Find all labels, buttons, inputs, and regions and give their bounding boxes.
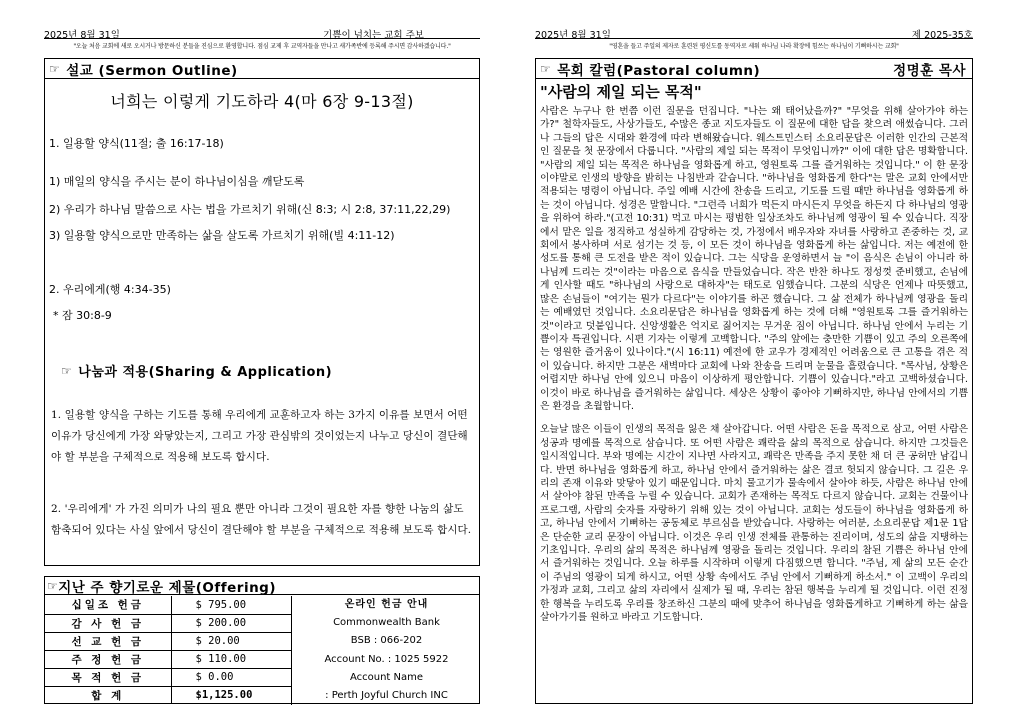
right-date: 2025년 8월 31일 bbox=[535, 30, 611, 41]
offering-amount: $ 795.00 bbox=[171, 596, 291, 614]
offering-amount: $ 110.00 bbox=[171, 650, 291, 668]
offering-row bbox=[45, 632, 291, 650]
account-name: : Perth Joyful Church INC bbox=[325, 689, 448, 701]
column-paragraph-1: 사람은 누구나 한 번쯤 이런 질문을 던집니다. "나는 왜 태어났을까?" "무엇을 위해 살아가야 하는가?" 철학자들도, 사상가들도, 수많은 종교 지도자들도 이 질문에 대한 답을 찾으려 애썼습니다. 그러나 그들의 답은 시대와 환경에 따라 변해왔습니다. 웨스트민스터 소요리문답은 이러한 인간의 근본적인 질문을 첫 문장에서 다룹니다. "사람의 제일 되는 목적이 무엇입니까?" 이에 대한 답은 명확합니다. "사람의 제일 되는 목적은 하나님을 영화롭게 하고, 영원토록 그를 즐거워하는 것입니다." 이 한 문장이야말로 인생의 방향을 밝히는 나침반과 같습니다. "하나님을 영화롭게 한다"는 말은 교회 안에서만 적용되는 명령이 아닙니다. 주일 예배 시간에 찬송을 드리고, 기도를 드릴 때만 하나님을 영화롭게 하는 것이 아닙니다. 성경은 말합니다. "그런즉 너희가 먹든지 마시든지 무엇을 하든지 다 하나님의 영광을 위하여 하라."(고전 10:31) 먹고 마시는 평범한 일상조차도 하나님께 영광이 될 수 있습니다. 직장에서 맡은 일을 정직하고 성실하게 감당하는 것, 가정에서 배우자와 자녀를 사랑하고 존중하는 것, 교회에서 봉사하며 서로 섬기는 것 등, 이 모든 것이 하나님을 영화롭게 하는 삶입니다. 저는 예전에 한 성도를 통해 큰 도전을 받은 적이 있습니다. 그는 식당을 운영하면서 늘 "이 음식은 손님이 아니라 하나님께 드리는 것"이라는 마음으로 음식을 만들었습니다. 작은 반찬 하나도 정성껏 준비했고, 손님에게 인사할 때도 "하나님의 사랑으로 대하자"는 태도로 임했습니다. 그분의 식당은 언제나 따뜻했고, 많은 손님들이 "여기는 뭔가 다르다"는 이야기를 하곤 했습니다. 그 삶 전체가 하나님께 영광을 돌리는 예배였던 것입니다. 소요리문답은 하나님을 영화롭게 하는 것에 더해 "영원토록 그를 즐거워하는 것"이라고 덧붙입니다. 신앙생활은 억지로 짊어지는 무거운 짐이 아닙니다. 하나님 안에서 누리는 기쁨이자 특권입니다. 시편 기자는 이렇게 고백합니다. "주의 앞에는 충만한 기쁨이 있고 주의 오른쪽에는 영원한 즐거움이 있나이다."(시 16:11) 예전에 한 교우가 경제적인 어려움으로 큰 고통을 겪은 적이 있습니다. 하지만 그분은 새벽마다 교회에 나와 찬송을 드리며 눈물을 흘렸습니다. "목사님, 상황은 어렵지만 하나님 안에 있으니 마음이 이상하게 평안합니다. 기쁨이 있습니다."라고 고백하셨습니다. 이것이 바로 하나님을 즐거워하는 삶입니다. 세상은 상황이 좋아야 기뻐하지만, 하나님 안에서의 기쁨은 환경을 초월합니다. bbox=[540, 106, 968, 412]
offering-row bbox=[45, 650, 291, 668]
offering-box bbox=[44, 576, 480, 704]
offering-label: 십일조 헌금 bbox=[45, 596, 171, 614]
offering-amount: $ 20.00 bbox=[171, 632, 291, 650]
sermon-point-1: 1. 일용할 양식(11절; 출 16:17-18) bbox=[49, 137, 224, 150]
offering-amount: $ 200.00 bbox=[171, 614, 291, 632]
right-header bbox=[535, 0, 973, 39]
bsb-number: BSB : 066-202 bbox=[350, 635, 423, 647]
right-page bbox=[535, 0, 973, 720]
offering-table bbox=[45, 596, 291, 704]
column-paragraph-2: 오늘날 많은 이들이 인생의 목적을 잃은 채 살아갑니다. 어떤 사람은 돈을 목적으로 삼고, 어떤 사람은 성공과 명예를 목적으로 삼습니다. 또 어떤 사람은 쾌락을 삶의 목적으로 삼습니다. 하지만 그것들은 일시적입니다. 부와 명예는 시간이 지나면 사라지고, 쾌락은 만족을 주지 못한 채 더 큰 공허만 남깁니다. 반면 하나님을 영화롭게 하고, 하나님 안에서 즐거워하는 삶은 결코 헛되지 않습니다. 그 길은 우리의 존재 이유와 맞닿아 있기 때문입니다. 마치 물고기가 물속에서 살아야 하듯, 사람은 하나님 안에서 살아야 참된 만족을 누릴 수 있습니다. 교회가 존재하는 목적도 다르지 않습니다. 교회는 건물이나 프로그램, 사람의 숫자를 자랑하기 위해 있는 것이 아닙니다. 교회는 성도들이 하나님을 영화롭게 하고, 하나님 안에서 기뻐하는 공동체로 부르심을 받았습니다. 사랑하는 여러분, 소요리문답 제1문 1답은 단순한 교리 문장이 아닙니다. 이것은 우리 인생 전체를 관통하는 진리이며, 성도의 삶을 지탱하는 기초입니다. 우리의 삶의 목적은 하나님께 영광을 돌리는 것입니다. 우리의 참된 기쁨은 하나님 안에서 즐거워하는 것입니다. 오늘 하루를 시작하며 이렇게 다짐했으면 합니다. "주님, 제 삶의 모든 순간이 주님의 영광이 되게 하시고, 어떤 상황 속에서도 주님 안에서 기뻐하게 하소서." 이 고백이 우리의 가정과 교회, 그리고 삶의 자리에서 실제가 될 때, 우리는 참된 행복을 누리게 될 것입니다. 이런 진정한 행복을 누리도록 우리를 창조하신 그분의 때에 맞추어 하나님을 영화롭게하고 기뻐하게 하는 삶을 살아가기를 원하고 바라고 기도합니다. bbox=[540, 424, 968, 624]
offering-amount: $1,125.00 bbox=[195, 689, 253, 702]
offering-row bbox=[45, 668, 291, 686]
bank-name: Commonwealth Bank bbox=[333, 617, 440, 629]
offering-row bbox=[45, 614, 291, 632]
pointing-hand-icon: ☞ bbox=[49, 61, 61, 76]
account-name-label: Account Name bbox=[349, 671, 424, 683]
left-date: 2025년 8월 31일 bbox=[44, 30, 120, 41]
left-page bbox=[44, 0, 480, 720]
offering-amount: $ 0.00 bbox=[171, 668, 291, 686]
right-motto: "영혼을 들고 주일의 제자로 훈련된 평신도를 동역자로 세워 하나님 나라 확장에 힘쓰는 하나님이 기뻐하시는 교회" bbox=[609, 43, 899, 50]
sharing-question-1: 1. 일용할 양식을 구하는 기도를 통해 우리에게 교훈하고자 하는 3가지 이유를 보면서 어떤 이유가 당신에게 가장 와닿았는지, 그리고 가장 관심밖의 것이었는지 나누고 당신이 결단해야 할 부분을 구체적으로 적용해 보도록 합시다. bbox=[51, 409, 468, 463]
offering-row bbox=[45, 686, 291, 704]
left-church-name: 기쁨이 넘치는 교회 주보 bbox=[323, 30, 424, 41]
left-motto: "오늘 처음 교회에 새로 오시거나 방문하신 분들을 진심으로 환영합니다. 점심 교제 후 교역자들을 만나고 새가족반에 등록해 주시면 감사하겠습니다." bbox=[73, 43, 451, 50]
offering-label: 주 정 헌 금 bbox=[45, 650, 171, 668]
pointing-hand-icon: ☞ bbox=[47, 578, 59, 593]
sermon-point-2: 2. 우리에게(행 4:34-35) bbox=[49, 283, 171, 296]
sermon-reference: * 잠 30:8-9 bbox=[53, 309, 112, 322]
pointing-hand-icon: ☞ bbox=[61, 363, 73, 378]
sermon-heading: ☞ 설교 (Sermon Outline) bbox=[45, 59, 479, 79]
sermon-title: 너희는 이렇게 기도하라 4(마 6장 9-13절) bbox=[110, 92, 414, 111]
sharing-question-2: 2. '우리에게' 가 가진 의미가 나의 필요 뿐만 아니라 그것이 필요한 자를 향한 나눔의 삶도 함축되어 있다는 사실 앞에서 당신이 결단해야 할 부분을 구체적으로 적용해 보도록 합시다. bbox=[51, 503, 472, 536]
online-giving-title: 온라인 헌금 안내 bbox=[344, 599, 429, 610]
issue-number: 제 2025-35호 bbox=[911, 30, 973, 41]
offering-heading: ☞ 지난 주 향기로운 제물(Offering) bbox=[45, 577, 479, 595]
online-giving bbox=[291, 596, 481, 705]
column-author: 정명훈 목사 bbox=[893, 62, 966, 79]
pastoral-heading: ☞ 목회 칼럼(Pastoral column) 정명훈 목사 bbox=[536, 59, 972, 79]
sermon-sub-1: 1) 매일의 양식을 주시는 분이 하나님이심을 깨닫도록 bbox=[49, 175, 305, 188]
sharing-heading: ☞ 나눔과 적용(Sharing & Application) bbox=[61, 363, 333, 380]
offering-label: 합 계 bbox=[45, 686, 171, 704]
sermon-sub-3: 3) 일용할 양식으로만 만족하는 삶을 살도록 가르치기 위해(빌 4:11-12) bbox=[49, 229, 395, 242]
pastoral-box bbox=[535, 58, 973, 704]
offering-label: 선 교 헌 금 bbox=[45, 632, 171, 650]
left-header bbox=[44, 0, 480, 39]
offering-row bbox=[45, 596, 291, 614]
column-title: "사람의 제일 되는 목적" bbox=[540, 83, 702, 101]
account-number: Account No. : 1025 5922 bbox=[324, 653, 449, 665]
pointing-hand-icon: ☞ bbox=[540, 61, 552, 76]
offering-label: 감 사 헌 금 bbox=[45, 614, 171, 632]
sermon-box bbox=[44, 58, 480, 566]
sermon-sub-2: 2) 우리가 하나님 말씀으로 사는 법을 가르치기 위해(신 8:3; 시 2:8, 37:11,22,29) bbox=[49, 203, 451, 216]
offering-label: 목 적 헌 금 bbox=[45, 668, 171, 686]
